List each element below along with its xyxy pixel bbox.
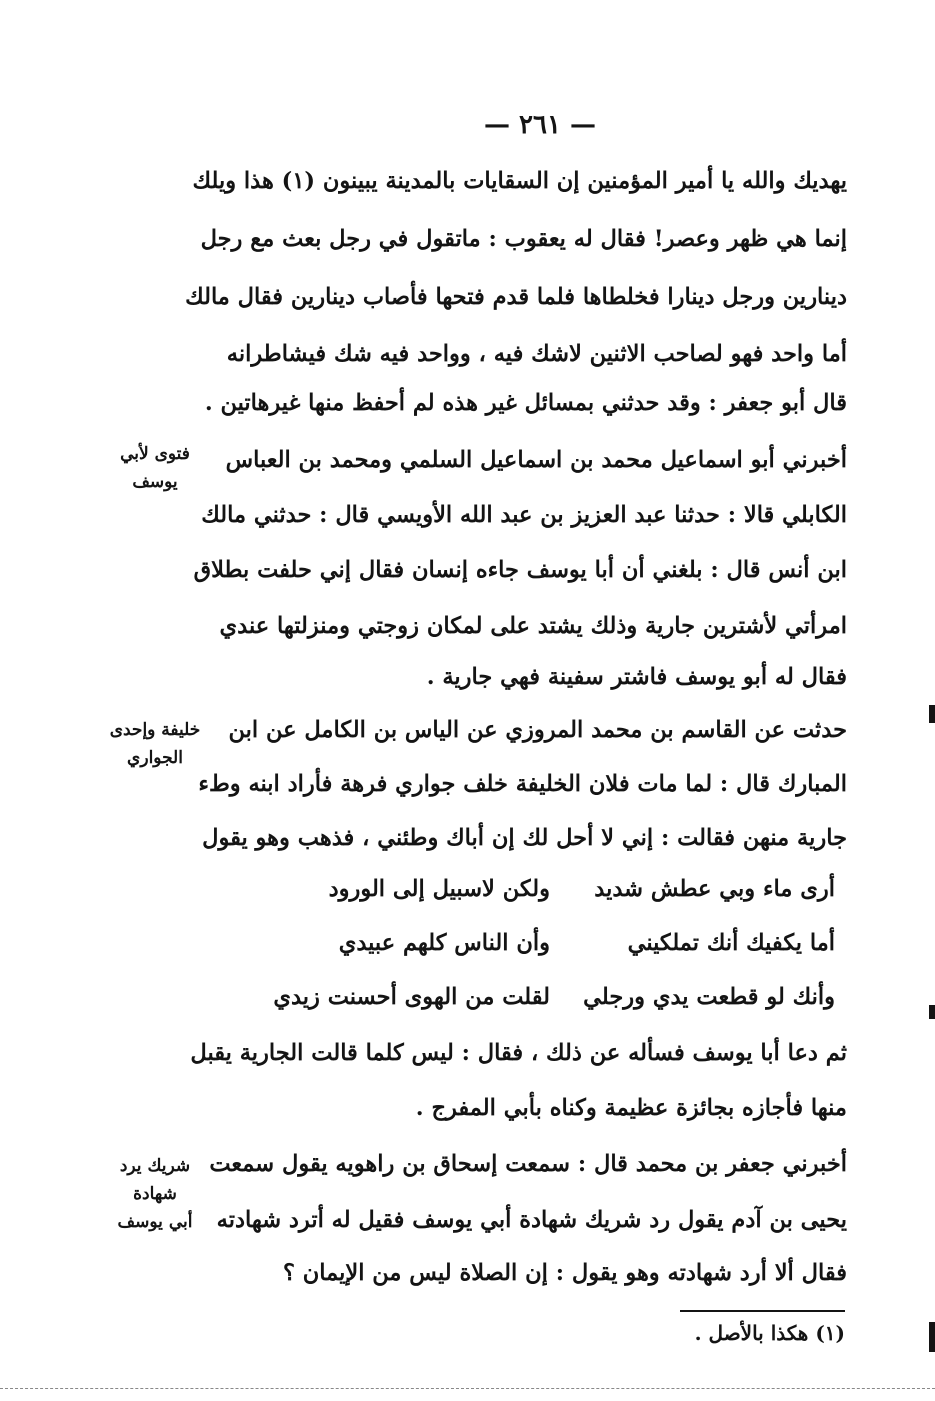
page-bottom-edge — [0, 1388, 935, 1389]
text-line: فقال ألا أرد شهادته وهو يقول : إن الصلاة ليس من الإيمان ؟ — [282, 1260, 847, 1286]
text-line: حدثت عن القاسم بن محمد المروزي عن الياس بن الكامل عن ابن — [228, 717, 847, 743]
margin-note-line: شريك يرد — [119, 1156, 191, 1176]
text-line: يحيى بن آدم يقول رد شريك شهادة أبي يوسف فقيل له أترد شهادته — [216, 1207, 847, 1233]
page-number: — ٢٦١ — — [483, 110, 597, 140]
text-line: امرأتي لأشترين جارية وذلك يشتد على لمكان زوجتي ومنزلتها عندي — [219, 613, 847, 639]
text-line: فقال له أبو يوسف فاشتر سفينة فهي جارية . — [426, 664, 847, 690]
verse-second-hemistich: لقلت من الهوى أحسنت زيدي — [273, 984, 550, 1010]
margin-note-line: فتوى لأبي — [120, 444, 190, 464]
margin-note-line: الجواري — [127, 748, 183, 768]
text-line: المبارك قال : لما مات فلان الخليفة خلف جواري فرهة فأراد ابنه وطء — [198, 771, 847, 797]
text-line: إنما هي ظهر وعصر! فقال له يعقوب : ماتقول في رجل بعث مع رجل — [200, 226, 847, 252]
footnote-separator — [680, 1310, 845, 1312]
text-line: يهديك والله يا أمير المؤمنين إن السقايات بالمدينة يبينون (١) هذا ويلك — [192, 168, 847, 194]
margin-note-line: أبي يوسف — [117, 1212, 193, 1232]
verse-first-hemistich: أما يكفيك أنك تملكيني — [627, 930, 835, 956]
text-line: ثم دعا أبا يوسف فسأله عن ذلك ، فقال : ليس كلما قالت الجارية يقبل — [190, 1040, 847, 1066]
margin-note — [100, 1152, 210, 1236]
text-line: الكابلي قالا : حدثنا عبد العزيز بن عبد الله الأويسي قال : حدثني مالك — [201, 502, 847, 528]
text-line: دينارين ورجل دينارا فخلطاها فلما قدم فتحها فأصاب دينارين فقال مالك — [185, 284, 847, 310]
verse-second-hemistich: ولكن لاسبيل إلى الورود — [328, 876, 550, 902]
text-line: جارية منهن فقالت : إني لا أحل لك إن أباك وطئني ، فذهب وهو يقول — [202, 825, 847, 851]
margin-note-line: شهادة — [133, 1184, 177, 1204]
text-line: منها فأجازه بجائزة عظيمة وكناه بأبي المفرج . — [415, 1095, 847, 1121]
verse-first-hemistich: أرى ماء وبي عطش شديد — [594, 876, 835, 902]
scan-edge-mark — [929, 1005, 935, 1019]
verse-second-hemistich: وأن الناس كلهم عبيدي — [338, 930, 550, 956]
text-line: قال أبو جعفر : وقد حدثني بمسائل غير هذه لم أحفظ منها غيرهاتين . — [204, 390, 847, 416]
verse-first-hemistich: وأنك لو قطعت يدي ورجلي — [583, 984, 835, 1010]
margin-note-line: يوسف — [132, 472, 178, 492]
text-line: أخبرني جعفر بن محمد قال : سمعت إسحاق بن راهويه يقول سمعت — [209, 1151, 847, 1177]
text-line: أما واحد فهو لصاحب الاثنين لاشك فيه ، وواحد فيه شك فيشاطرانه — [226, 341, 847, 367]
margin-note — [100, 440, 210, 496]
scan-edge-mark — [929, 1322, 935, 1352]
text-line: ابن أنس قال : بلغني أن أبا يوسف جاءه إنسان فقال إني حلفت بطلاق — [193, 557, 847, 583]
footnote: (١) هكذا بالأصل . — [694, 1321, 845, 1345]
scan-edge-mark — [929, 705, 935, 723]
margin-note-line: خليفة وإحدى — [109, 720, 201, 740]
text-line: أخبرني أبو اسماعيل محمد بن اسماعيل السلمي ومحمد بن العباس — [225, 447, 847, 473]
margin-note — [100, 716, 210, 772]
